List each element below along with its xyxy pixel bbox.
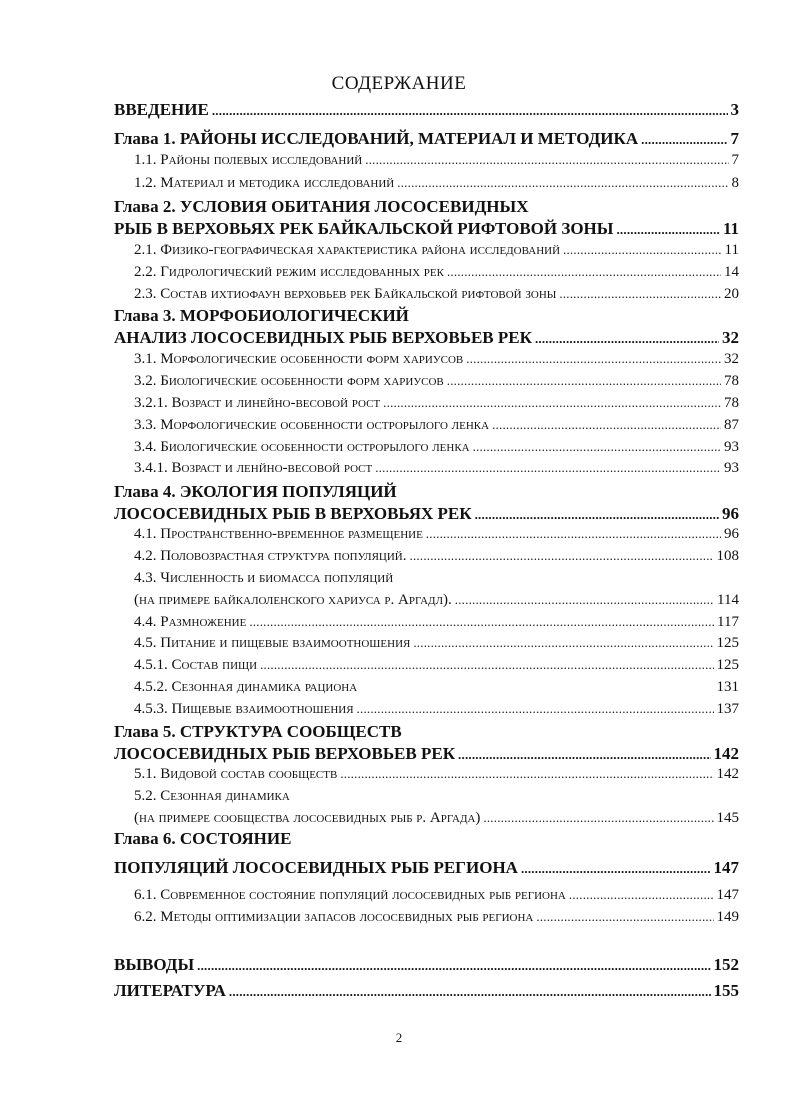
toc-entry-page: 149 xyxy=(716,909,739,925)
leader-dots xyxy=(535,328,719,350)
toc-entry-label: 4.5.2. Сезонная динамика рациона xyxy=(134,679,358,695)
toc-entry-page: 93 xyxy=(724,439,739,455)
toc-entry-label: Глава 2. УСЛОВИЯ ОБИТАНИЯ ЛОСОСЕВИДНЫХ xyxy=(114,197,529,216)
toc-entry-chapter-4-line-1[interactable] xyxy=(114,481,739,503)
toc-entry-label: 4.1. Пространственно-временное размещение xyxy=(134,526,423,542)
toc-entry-label: 2.1. Физико-географическая характеристика района исследований xyxy=(134,242,561,258)
toc-entry-section-1-1[interactable] xyxy=(134,149,739,171)
toc-entry-section-3-4-1[interactable] xyxy=(134,457,739,479)
toc-entry-label: 6.2. Методы оптимизации запасов лососевидных рыб региона xyxy=(134,909,534,925)
toc-entry-section-2-2[interactable] xyxy=(134,261,739,283)
toc-entry-label: 4.5.1. Состав пищи xyxy=(134,657,258,673)
toc-entry-page: 78 xyxy=(724,395,739,411)
leader-dots xyxy=(413,632,713,654)
toc-entry-label: 4.5. Питание и пищевые взаимоотношения xyxy=(134,635,411,651)
toc-entry-chapter-3-line-1[interactable] xyxy=(114,305,739,327)
leader-dots xyxy=(249,611,714,633)
toc-entry-section-5-2[interactable] xyxy=(134,807,739,829)
toc-entry-label: 3.2.1. Возраст и линейно-весовой рост xyxy=(134,395,381,411)
leader-dots xyxy=(536,906,713,928)
toc-entry-label: ЛОСОСЕВИДНЫХ РЫБ ВЕРХОВЬЕВ РЕК xyxy=(114,744,456,763)
toc-entry-page: 11 xyxy=(724,242,739,258)
leader-dots xyxy=(559,283,721,305)
toc-entry-section-3-2[interactable] xyxy=(134,370,739,392)
toc-entry-section-6-1[interactable] xyxy=(134,884,739,906)
toc-entry-label: ЛОСОСЕВИДНЫХ РЫБ В ВЕРХОВЬЯХ РЕК xyxy=(114,504,472,523)
toc-entry-label: 2.2. Гидрологический режим исследованных рек xyxy=(134,264,444,280)
toc-entry-chapter-6[interactable] xyxy=(114,857,739,879)
leader-dots xyxy=(641,129,727,151)
leader-dots xyxy=(616,219,719,241)
toc-entry-page: 114 xyxy=(717,592,739,608)
toc-entry-label: 3.4.1. Возраст и ленйно-весовой рост xyxy=(134,460,373,476)
leader-dots xyxy=(455,589,714,611)
toc-entry-label: Глава 6. СОСТОЯНИЕ xyxy=(114,829,292,848)
toc-entry-section-4-1[interactable] xyxy=(134,523,739,545)
toc-entry-chapter-6-line-1[interactable] xyxy=(114,828,739,850)
toc-entry-page: 14 xyxy=(724,264,739,280)
toc-entry-section-4-3[interactable] xyxy=(134,589,739,611)
toc-entry-label: Глава 5. СТРУКТУРА СООБЩЕСТВ xyxy=(114,722,402,741)
page-title: СОДЕРЖАНИЕ xyxy=(331,73,467,94)
toc-entry-page: 11 xyxy=(722,219,739,238)
toc-entry-label: 4.3. Численность и биомасса популяций xyxy=(134,570,394,586)
toc-entry-label: ВЫВОДЫ xyxy=(114,955,195,974)
toc-entry-page: 145 xyxy=(716,810,739,826)
leader-dots xyxy=(357,698,714,720)
toc-entry-page: 142 xyxy=(713,744,739,763)
toc-entry-label: (на примере сообщества лососевидных рыб р. Аргада) xyxy=(134,810,481,826)
toc-entry-section-4-5[interactable] xyxy=(134,632,739,654)
toc-entry-label: 4.2. Половозрастная структура популяций. xyxy=(134,548,407,564)
toc-entry-section-3-4[interactable] xyxy=(134,436,739,458)
toc-entry-label: 3.3. Морфологические особенности острорылого ленка xyxy=(134,417,490,433)
toc-entry-label: 2.3. Состав ихтиофаун верховьев рек Байкальской рифтовой зоны xyxy=(134,286,557,302)
toc-entry-label: 6.1. Современное состояние популяций лососевидных рыб региона xyxy=(134,887,566,903)
leader-dots xyxy=(229,981,711,1003)
toc-entry-section-2-1[interactable] xyxy=(134,239,739,261)
toc-entry-page: 87 xyxy=(724,417,739,433)
toc-entry-label: 1.1. Районы полевых исследований xyxy=(134,152,363,168)
toc-entry-label: (на примере байкалоленского хариуса р. Аргадл). xyxy=(134,592,452,608)
toc-entry-page: 137 xyxy=(716,701,739,717)
leader-dots xyxy=(563,239,722,261)
toc-entry-introduction[interactable] xyxy=(114,99,739,121)
toc-entry-page: 32 xyxy=(722,328,739,347)
toc-entry-page: 125 xyxy=(716,635,739,651)
leader-dots xyxy=(492,414,721,436)
toc-entry-label: ЛИТЕРАТУРА xyxy=(114,981,226,1000)
toc-entry-page: 108 xyxy=(716,548,739,564)
toc-entry-page: 117 xyxy=(717,614,739,630)
toc-entry-chapter-2-line-1[interactable] xyxy=(114,196,739,218)
toc-entry-section-1-2[interactable] xyxy=(134,172,739,194)
toc-entry-page: 125 xyxy=(716,657,739,673)
toc-entry-section-4-5-2[interactable] xyxy=(134,676,739,698)
toc-entry-section-4-4[interactable] xyxy=(134,611,739,633)
toc-entry-page: 93 xyxy=(724,460,739,476)
toc-entry-page: 8 xyxy=(731,175,739,191)
leader-dots xyxy=(426,523,721,545)
toc-entry-label: 5.1. Видовой состав сообществ xyxy=(134,766,338,782)
toc-entry-section-5-2-line-1[interactable] xyxy=(134,785,739,807)
toc-entry-page: 147 xyxy=(716,887,739,903)
leader-dots xyxy=(212,100,728,122)
toc-entry-page: 131 xyxy=(716,679,739,695)
leader-dots xyxy=(383,392,721,414)
toc-entry-section-4-3-line-1[interactable] xyxy=(134,567,739,589)
toc-entry-page: 7 xyxy=(731,152,739,168)
toc-entry-chapter-3[interactable] xyxy=(114,327,739,349)
toc-entry-page: 20 xyxy=(724,286,739,302)
toc-entry-label: ПОПУЛЯЦИЙ ЛОСОСЕВИДНЫХ РЫБ РЕГИОНА xyxy=(114,858,518,877)
toc-entry-page: 152 xyxy=(713,955,739,974)
leader-dots xyxy=(521,858,711,880)
toc-entry-label: 4.5.3. Пищевые взаимоотношения xyxy=(134,701,354,717)
toc-entry-label: 5.2. Сезонная динамика xyxy=(134,788,290,804)
toc-entry-label: АНАЛИЗ ЛОСОСЕВИДНЫХ РЫБ ВЕРХОВЬЕВ РЕК xyxy=(114,328,532,347)
toc-entry-label: Глава 1. РАЙОНЫ ИССЛЕДОВАНИЙ, МАТЕРИАЛ И МЕТОДИКА xyxy=(114,129,639,148)
toc-entry-label: Глава 4. ЭКОЛОГИЯ ПОПУЛЯЦИЙ xyxy=(114,482,397,501)
toc-entry-label: 4.4. Размножение xyxy=(134,614,247,630)
toc-entry-page: 78 xyxy=(724,373,739,389)
leader-dots xyxy=(569,884,714,906)
toc-entry-label: 3.2. Биологические особенности форм хариусов xyxy=(134,373,444,389)
toc-entry-section-5-1[interactable] xyxy=(134,763,739,785)
leader-dots xyxy=(397,172,728,194)
toc-entry-page: 142 xyxy=(716,766,739,782)
leader-dots xyxy=(466,348,721,370)
toc-entry-label: 3.4. Биологические особенности острорылого ленка xyxy=(134,439,470,455)
toc-entry-chapter-5[interactable] xyxy=(114,743,739,765)
page-number: 2 xyxy=(395,1030,403,1045)
toc-entry-page: 96 xyxy=(722,504,739,523)
leader-dots xyxy=(340,763,713,785)
toc-entry-label: РЫБ В ВЕРХОВЬЯХ РЕК БАЙКАЛЬСКОЙ РИФТОВОЙ ЗОНЫ xyxy=(114,219,614,238)
leader-dots xyxy=(375,457,721,479)
toc-entry-page: 32 xyxy=(724,351,739,367)
leader-dots xyxy=(197,955,710,977)
leader-dots xyxy=(260,654,713,676)
toc-entry-page: 7 xyxy=(730,129,739,148)
toc-entry-chapter-1[interactable] xyxy=(114,128,739,150)
leader-dots xyxy=(447,261,721,283)
toc-entry-section-3-2-1[interactable] xyxy=(134,392,739,414)
toc-entry-section-6-2[interactable] xyxy=(134,906,739,928)
toc-entry-label: 1.2. Материал и методика исследований xyxy=(134,175,395,191)
toc-entry-section-3-3[interactable] xyxy=(134,414,739,436)
toc-entry-label: ВВЕДЕНИЕ xyxy=(114,100,209,119)
leader-dots xyxy=(410,545,714,567)
toc-entry-chapter-2[interactable] xyxy=(114,218,739,240)
leader-dots xyxy=(473,436,721,458)
toc-entry-page: 96 xyxy=(724,526,739,542)
toc-entry-page: 147 xyxy=(713,858,739,877)
toc-entry-page: 3 xyxy=(730,100,739,119)
toc-entry-literature[interactable] xyxy=(114,980,739,1002)
toc-entry-conclusions[interactable] xyxy=(114,954,739,976)
toc-entry-page: 155 xyxy=(713,981,739,1000)
toc-entry-label: 3.1. Морфологические особенности форм хариусов xyxy=(134,351,464,367)
toc-entry-chapter-4[interactable] xyxy=(114,503,739,525)
toc-entry-section-3-1[interactable] xyxy=(134,348,739,370)
toc-entry-section-4-5-3[interactable] xyxy=(134,698,739,720)
toc-entry-chapter-5-line-1[interactable] xyxy=(114,721,739,743)
toc-entry-label: Глава 3. МОРФОБИОЛОГИЧЕСКИЙ xyxy=(114,306,409,325)
leader-dots xyxy=(365,149,728,171)
toc-entry-section-4-5-1[interactable] xyxy=(134,654,739,676)
leader-dots xyxy=(483,807,713,829)
toc-entry-section-2-3[interactable] xyxy=(134,283,739,305)
leader-dots xyxy=(447,370,721,392)
toc-entry-section-4-2[interactable] xyxy=(134,545,739,567)
